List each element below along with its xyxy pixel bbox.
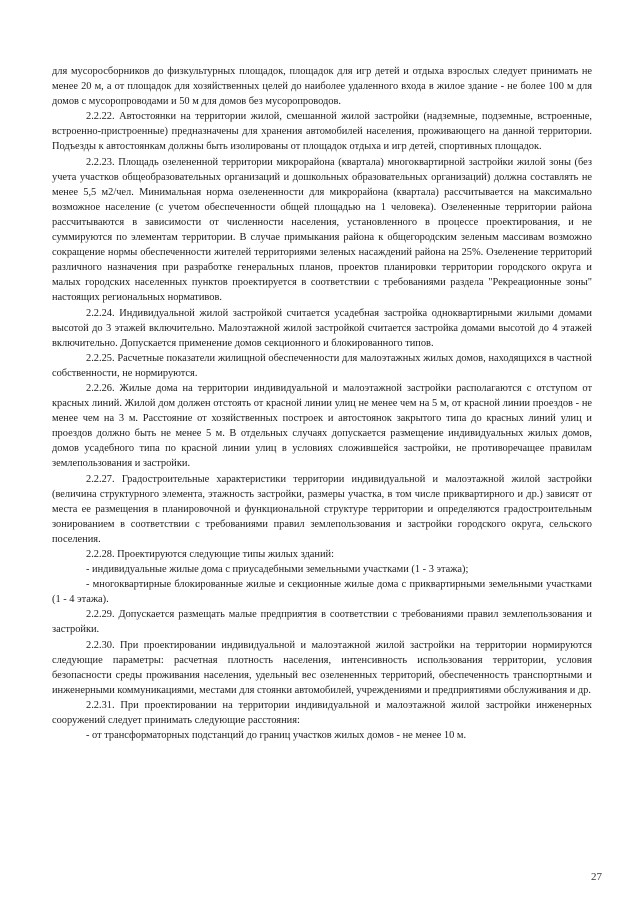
paragraph-continuation: для мусоросборников до физкультурных площадок, площадок для игр детей и отдыха взрослых следует принимать не менее 20 м, а от площадок для хозяйственных целей до наиболее удаленного входа в жилое здание - не более 100 м для домов с мусоропроводами и 50 м для домов без мусоропроводов. [52,66,592,108]
paragraph-2-2-31: 2.2.31. При проектировании на территории индивидуальной и малоэтажной жилой застройки инженерных сооружений следует принимать следующие расстояния: [52,699,592,727]
list-item-transformer-distance: - от трансформаторных подстанций до границ участков жилых домов - не менее 10 м. [86,730,467,742]
paragraph-2-2-26: 2.2.26. Жилые дома на территории индивидуальной и малоэтажной застройки располагаются с отступом от красных линий. Жилой дом должен отстоять от красной линии улиц не менее чем на 5 м, от красной линии проездов - не менее чем на 3 м. Расстояние от хозяйственных построек и автостоянок закрытого типа до красных линий улиц и проездов должно быть не менее 5 м. В отдельных случаях допускается размещение индивидуальных жилых домов, домов усадебного типа по красной линии улиц в условиях сложившейся застройки, не противоречащее правилам землепользования и застройки. [52,382,592,470]
paragraph-2-2-23: 2.2.23. Площадь озелененной территории микрорайона (квартала) многоквартирной застройки жилой зоны (без учета участков общеобразовательных организаций и дошкольных образовательных организаций) должна составлять не менее 5,5 м2/чел. Минимальная норма озелененности для микрорайона (квартала) рассчитывается на максимально возможное население (с учетом обеспеченности общей площадью на 1 человека). Озелененные территории района рассчитываются в зависимости от численности населения, установленного в процессе проектирования, и не суммируются по элементам территории. В случае примыкания района к общегородским зеленым массивам возможно сокращение нормы обеспеченности жителей территориями зеленых насаждений района на 25%. Озеленение территорий различного назначения при разработке генеральных планов, проектов планировки территории городского округа и малых городских населенных пунктов проектируется в соответствии с требованиями раздела "Рекреационные зоны" настоящих региональных нормативов. [52,156,592,304]
page-number: 27 [591,871,602,883]
paragraph-2-2-22: 2.2.22. Автостоянки на территории жилой, смешанной жилой застройки (надземные, подземные, встроенные, встроенно-пристроенные) предназначены для хранения автомобилей населения, проживающего на данной территории. Подъезды к автостоянкам должны быть изолированы от площадок отдыха и игр детей, спортивных площадок. [52,111,592,153]
paragraph-2-2-24: 2.2.24. Индивидуальной жилой застройкой считается усадебная застройка одноквартирными жилыми домами высотой до 3 этажей включительно. Малоэтажной жилой застройкой считается застройка домами высотой до 4 этажей включительно. Допускается применение домов секционного и блокированного типов. [52,307,592,349]
paragraph-2-2-27: 2.2.27. Градостроительные характеристики территории индивидуальной и малоэтажной жилой застройки (величина структурного элемента, этажность застройки, размеры участка, в том числе приквартирного и др.) зависят от места ее размещения в планировочной и функциональной структуре территории и определяются градостроительным зонированием в соответствии с требованиями правил землепользования и застройки городского округа, сельского поселения. [52,473,592,545]
list-item-blocked-houses: - многоквартирные блокированные жилые и секционные жилые дома с приквартирными земельными участками (1 - 4 этажа). [52,579,592,606]
paragraph-2-2-28: 2.2.28. Проектируются следующие типы жилых зданий: [86,549,334,560]
list-item-individual-houses: - индивидуальные жилые дома с приусадебными земельными участками (1 - 3 этажа); [86,564,469,576]
body-text [52,64,592,743]
paragraph-2-2-29: 2.2.29. Допускается размещать малые предприятия в соответствии с требованиями правил землепользования и застройки. [52,609,592,636]
paragraph-2-2-25: 2.2.25. Расчетные показатели жилищной обеспеченности для малоэтажных жилых домов, находящихся в частной собственности, не нормируются. [52,352,592,379]
paragraph-2-2-30: 2.2.30. При проектировании индивидуальной и малоэтажной жилой застройки на территории нормируются следующие параметры: расчетная плотность населения, интенсивность использования территории, условия безопасности среды проживания населения, удельный вес озелененных территорий, обеспеченность транспортными и инженерными коммуникациями, местами для стоянки автомобилей, учреждениями и предприятиями обслуживания и др. [52,639,592,696]
